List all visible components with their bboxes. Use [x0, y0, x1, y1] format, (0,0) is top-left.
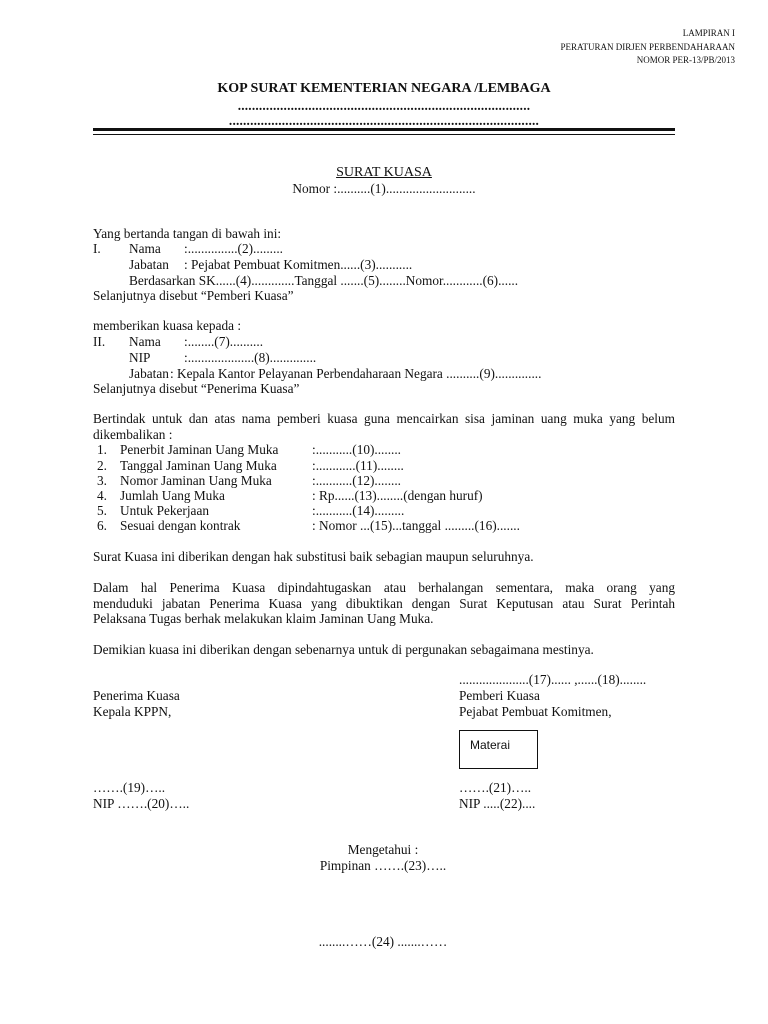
bertindak-line-1: Bertindak untuk dan atas nama pemberi kuasa guna mencairkan sisa jaminan uang muka yang belum: [93, 411, 675, 426]
item-number: 3.: [97, 473, 107, 488]
item-number: 6.: [97, 518, 107, 533]
materai-label: Materai: [470, 738, 511, 752]
item-label: Sesuai dengan kontrak: [120, 518, 241, 533]
item-value: :............(11)........: [312, 458, 404, 473]
penerima-nip: NIP …….(20)…..: [93, 796, 190, 811]
pemberi-berdasarkan: Berdasarkan SK......(4).............Tanggal .......(5)........Nomor............(6)......: [129, 273, 519, 288]
pemberi-position: Pejabat Pembuat Komitmen,: [459, 704, 612, 719]
penerima-nama-value: :........(7)..........: [184, 334, 264, 349]
penerima-nip-value: :....................(8)..............: [184, 350, 317, 365]
pemberi-jabatan-value: : Pejabat Pembuat Komitmen......(3)...........: [184, 257, 413, 272]
item-number: 2.: [97, 458, 107, 473]
document-title: SURAT KUASA: [336, 165, 432, 180]
materai-stamp-box: [459, 730, 538, 769]
kop-dotted-line-1: ...................................................................................: [237, 98, 531, 113]
pemberi-nip: NIP .....(22)....: [459, 796, 536, 811]
peraturan-label: PERATURAN DIRJEN PERBENDAHARAAN: [560, 42, 735, 52]
bertindak-line-2: dikembalikan :: [93, 427, 173, 442]
item-number: 4.: [97, 488, 107, 503]
item-label: Penerbit Jaminan Uang Muka: [120, 442, 279, 457]
kop-title: KOP SURAT KEMENTERIAN NEGARA /LEMBAGA: [217, 81, 551, 96]
pemberi-nama-value: :...............(2).........: [184, 241, 283, 256]
item-label: Jumlah Uang Muka: [120, 488, 225, 503]
item-value: : Rp......(13)........(dengan huruf): [312, 488, 483, 503]
mengetahui-label: Mengetahui :: [347, 842, 419, 857]
item-number: 5.: [97, 503, 107, 518]
nomor-peraturan-label: NOMOR PER-13/PB/2013: [636, 55, 735, 65]
kop-dotted-line-2: ........................................................................................: [228, 113, 540, 128]
penerima-name: …….(19)…..: [93, 780, 166, 795]
pemberi-name: …….(21)…..: [459, 780, 532, 795]
dalam-hal-line-2: menduduki jabatan Penerima Kuasa yang dibuktikan dengan Surat Keputusan atau Surat Perintah: [93, 596, 675, 611]
place-date: .....................(17)...... ,......(18)........: [459, 672, 647, 687]
penerima-position: Kepala KPPN,: [93, 704, 172, 719]
pimpinan-name: ........……(24) .......……: [318, 934, 448, 949]
pimpinan-label: Pimpinan …….(23)…..: [319, 858, 447, 873]
penerima-nip-label: NIP: [129, 350, 151, 365]
document-number: Nomor :..........(1)...........................: [292, 181, 476, 196]
kop-rule-thin: [93, 134, 675, 135]
pemberi-jabatan-label: Jabatan: [129, 257, 169, 272]
penerima-jabatan-value: : Kepala Kantor Pelayanan Perbendaharaan Negara ..........(9)..............: [170, 366, 542, 381]
demikian-paragraph: Demikian kuasa ini diberikan dengan sebenarnya untuk di pergunakan sebagaimana mestinya.: [93, 642, 594, 657]
kop-rule-thick: [93, 128, 675, 131]
pemberi-selanjutnya: Selanjutnya disebut “Pemberi Kuasa”: [93, 288, 294, 303]
pemberi-nama-label: Nama: [129, 241, 161, 256]
dalam-hal-line-1: Dalam hal Penerima Kuasa dipindahtugaskan atau berhalangan sementara, maka orang yang: [93, 580, 675, 595]
lampiran-label: LAMPIRAN I: [682, 28, 735, 38]
penerima-selanjutnya: Selanjutnya disebut “Penerima Kuasa”: [93, 381, 300, 396]
item-label: Nomor Jaminan Uang Muka: [120, 473, 272, 488]
item-value: :...........(14).........: [312, 503, 405, 518]
penerima-title: Penerima Kuasa: [93, 688, 180, 703]
penerima-nama-label: Nama: [129, 334, 161, 349]
penerima-jabatan-label: Jabatan: [129, 366, 169, 381]
pemberi-title: Pemberi Kuasa: [459, 688, 540, 703]
item-value: : Nomor ...(15)...tanggal .........(16).......: [312, 518, 520, 533]
item-value: :...........(10)........: [312, 442, 402, 457]
item-value: :...........(12)........: [312, 473, 402, 488]
pemberi-numeral: I.: [93, 241, 101, 256]
pemberi-intro: Yang bertanda tangan di bawah ini:: [93, 226, 282, 241]
penerima-intro: memberikan kuasa kepada :: [93, 318, 242, 333]
item-label: Untuk Pekerjaan: [120, 503, 209, 518]
item-number: 1.: [97, 442, 107, 457]
item-label: Tanggal Jaminan Uang Muka: [120, 458, 277, 473]
penerima-numeral: II.: [93, 334, 106, 349]
substitusi-paragraph: Surat Kuasa ini diberikan dengan hak substitusi baik sebagian maupun seluruhnya.: [93, 549, 534, 564]
dalam-hal-line-3: Pelaksana Tugas berhak melakukan klaim Jaminan Uang Muka.: [93, 611, 434, 626]
